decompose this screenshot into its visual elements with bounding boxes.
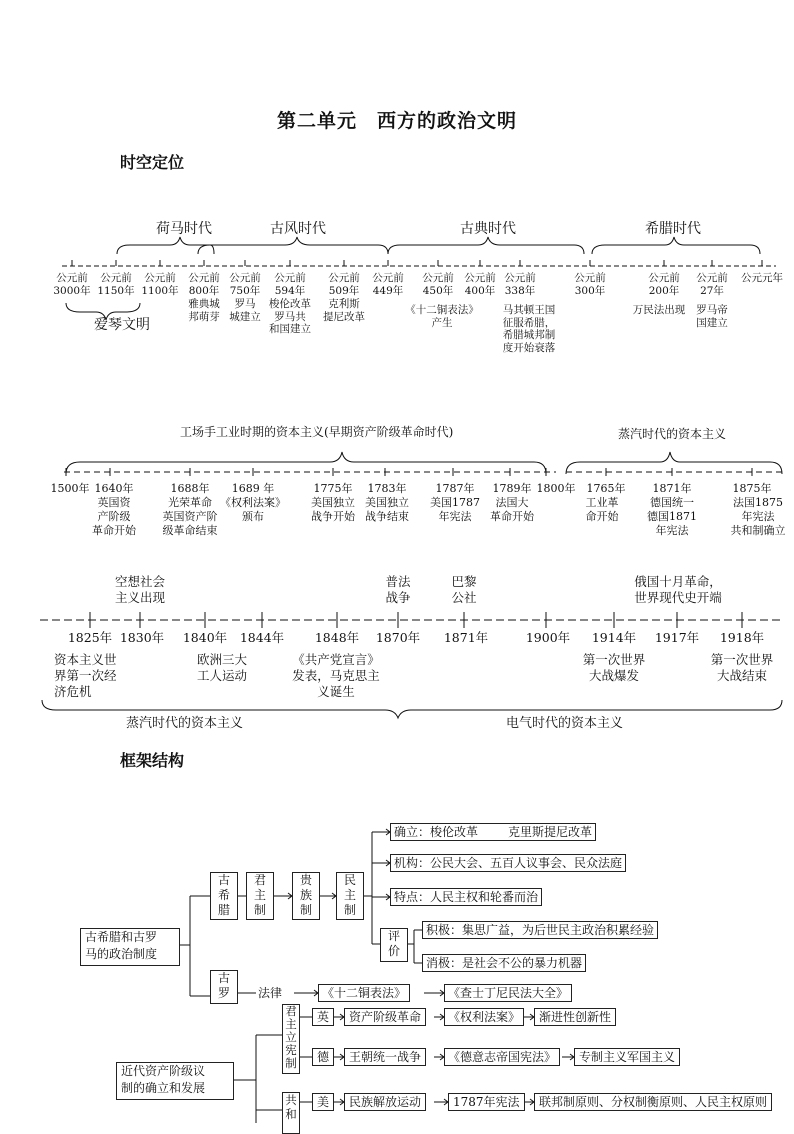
era-steam-1: 蒸汽时代的资本主义	[618, 427, 727, 441]
t3-bottom-event: 欧洲三大 工人运动	[196, 652, 247, 683]
brace-hellenistic	[592, 237, 760, 254]
t1-date: 公元前 338年	[504, 272, 536, 297]
t2-event: 工业革 命开始	[585, 496, 619, 523]
node-unification: 王朝统一战争	[344, 1048, 426, 1066]
t1-event: 万民法出现	[632, 304, 686, 316]
era-archaic: 古风时代	[270, 221, 326, 237]
t2-event: 《权利法案》 颁布	[220, 496, 286, 523]
t1-date: 公元元年	[741, 272, 783, 284]
t2-event: 法国1875 年宪法 共和制确立	[730, 496, 786, 537]
era-manufacture: 工场手工业时期的资本主义(早期资产阶级革命时代)	[180, 425, 454, 439]
node-positive: 积极：集思广益，为后世民主政治积累经验	[422, 921, 658, 939]
t2-event: 英国资 产阶级 革命开始	[92, 496, 136, 537]
t3-date: 1871年	[443, 630, 489, 645]
era-hellenistic: 希腊时代	[645, 221, 701, 237]
t3-date: 1844年	[239, 630, 285, 645]
node-principles: 联邦制原则、分权制衡原则、人民主权原则	[534, 1093, 772, 1111]
node-liberation: 民族解放运动	[344, 1093, 426, 1111]
t3-top-event: 俄国十月革命， 世界现代史开端	[634, 574, 722, 605]
node-us-constitution: 1787年宪法	[448, 1093, 525, 1111]
t2-date: 1800年	[536, 482, 576, 495]
t1-date: 公元前 400年	[464, 272, 496, 297]
t2-date: 1775年	[313, 482, 353, 495]
t3-date: 1914年	[591, 630, 637, 645]
t3-date: 1870年	[375, 630, 421, 645]
t3-date: 1848年	[314, 630, 360, 645]
t1-event: 克利斯 提尼改革	[323, 298, 365, 323]
t2-date: 1875年	[732, 482, 772, 495]
t3-top-event: 巴黎 公社	[451, 574, 477, 605]
t1-event: 《十二铜表法》 产生	[405, 304, 479, 329]
node-aristocracy: 贵 族 制	[292, 872, 320, 920]
node-rome: 古 罗	[210, 970, 238, 1004]
node-germany: 德	[312, 1048, 334, 1066]
node-bill-of-rights: 《权利法案》	[444, 1008, 524, 1026]
t3-bottom-event: 第一次世界 大战结束	[710, 652, 774, 683]
t1-event: 马其顿王国 征服希腊， 希腊城邦制 度开始衰落	[502, 304, 556, 354]
brace-classical	[388, 237, 584, 254]
t3-bottom-event: 第一次世界 大战爆发	[582, 652, 646, 683]
t1-event: 梭伦改革 罗马共 和国建立	[269, 298, 311, 335]
t1-date: 公元前 509年	[328, 272, 360, 297]
establish-text: 确立：梭伦改革	[394, 825, 479, 839]
t3-top-event: 普法 战争	[385, 574, 411, 605]
node-constitutional-monarchy: 君 主 立 宪 制	[282, 1004, 300, 1074]
t1-date: 公元前 200年	[648, 272, 680, 297]
node-monarchy: 君 主 制	[246, 872, 274, 920]
node-twelve-tables: 《十二铜表法》	[318, 984, 410, 1002]
node-republic: 共 和	[282, 1092, 300, 1134]
t1-event: 罗马 城建立	[229, 298, 261, 323]
t1-date: 公元前 27年	[696, 272, 728, 297]
t3-date: 1825年	[67, 630, 113, 645]
establish-text-2: 克里斯提尼改革	[508, 825, 593, 839]
t2-event: 法国大 革命开始	[490, 496, 534, 523]
node-gradual: 渐进性创新性	[534, 1008, 616, 1026]
t1-date: 公元前 594年	[274, 272, 306, 297]
t2-event: 光荣革命 英国资产阶 级革命结束	[162, 496, 218, 537]
era-steam-2: 蒸汽时代的资本主义	[126, 716, 244, 731]
t1-date: 公元前 450年	[422, 272, 454, 297]
t3-date: 1830年	[119, 630, 165, 645]
node-uk-revolution: 资产阶级革命	[344, 1008, 426, 1026]
brace-archaic	[198, 237, 388, 254]
t3-date: 1840年	[182, 630, 228, 645]
t3-bottom-event: 《共产党宣言》 发表，马克思主 义诞生	[292, 652, 380, 699]
root-ancient: 古希腊和古罗 马的政治制度	[80, 928, 180, 966]
t1-date: 公元前 300年	[574, 272, 606, 297]
node-features: 特点：人民主权和轮番而治	[390, 888, 542, 906]
era-electric: 电气时代的资本主义	[506, 716, 624, 731]
node-de-constitution: 《德意志帝国宪法》	[444, 1048, 560, 1066]
node-establish	[390, 823, 596, 841]
section-heading-framework: 框架结构	[120, 751, 185, 770]
t1-date: 公元前 1100年	[141, 272, 179, 297]
node-institutions: 机构：公民大会、五百人议事会、民众法庭	[390, 854, 626, 872]
t2-date: 1688年	[170, 482, 210, 495]
t2-date: 1640年	[94, 482, 134, 495]
t2-event: 美国独立 战争结束	[365, 496, 409, 523]
node-democracy: 民 主 制	[336, 872, 364, 920]
t1-date: 公元前 449年	[372, 272, 404, 297]
t1-date: 公元前 750年	[229, 272, 261, 297]
t3-date: 1918年	[719, 630, 765, 645]
t2-date: 1783年	[367, 482, 407, 495]
t2-date: 1871年	[652, 482, 692, 495]
era-homer: 荷马时代	[156, 221, 212, 237]
t1-date: 公元前 3000年	[53, 272, 91, 297]
node-us: 美	[312, 1093, 334, 1111]
brace-manufacture	[66, 452, 546, 474]
timeline1-ticks	[72, 260, 762, 266]
page-title: 第二单元 西方的政治文明	[276, 110, 517, 132]
era-classical: 古典时代	[460, 221, 516, 237]
node-evaluation: 评 价	[380, 928, 408, 962]
t2-date: 1765年	[586, 482, 626, 495]
root-modern: 近代资产阶级议 制的确立和发展	[116, 1062, 234, 1100]
t3-top-event: 空想社会 主义出现	[114, 574, 165, 605]
t1-date: 公元前 800年	[188, 272, 220, 297]
t3-date: 1900年	[525, 630, 571, 645]
t3-date: 1917年	[654, 630, 700, 645]
t1-event: 雅典城 邦萌芽	[188, 298, 220, 323]
t1-event: 罗马帝 国建立	[696, 304, 728, 329]
t2-date: 1787年	[435, 482, 475, 495]
t2-event: 德国统一 德国1871 年宪法	[647, 496, 697, 537]
t2-date: 1500年	[50, 482, 90, 495]
brace-homer	[117, 237, 214, 254]
t2-date: 1689 年	[231, 482, 275, 495]
node-greece: 古 希 腊	[210, 872, 238, 920]
node-justinian: 《查士丁尼民法大全》	[444, 984, 572, 1002]
node-law: 法律	[258, 986, 283, 1000]
brace-steam1	[566, 452, 782, 474]
t2-event: 美国1787 年宪法	[430, 496, 480, 523]
node-autocratic: 专制主义军国主义	[574, 1048, 680, 1066]
era-aiqin: 爱琴文明	[94, 317, 150, 333]
node-negative: 消极：是社会不公的暴力机器	[422, 954, 586, 972]
t2-date: 1789年	[492, 482, 532, 495]
t2-event: 美国独立 战争开始	[311, 496, 355, 523]
section-heading-timeline: 时空定位	[120, 153, 185, 172]
t1-date: 公元前 1150年	[97, 272, 135, 297]
node-uk: 英	[312, 1008, 334, 1026]
t3-bottom-event: 资本主义世 界第一次经 济危机	[54, 652, 117, 699]
